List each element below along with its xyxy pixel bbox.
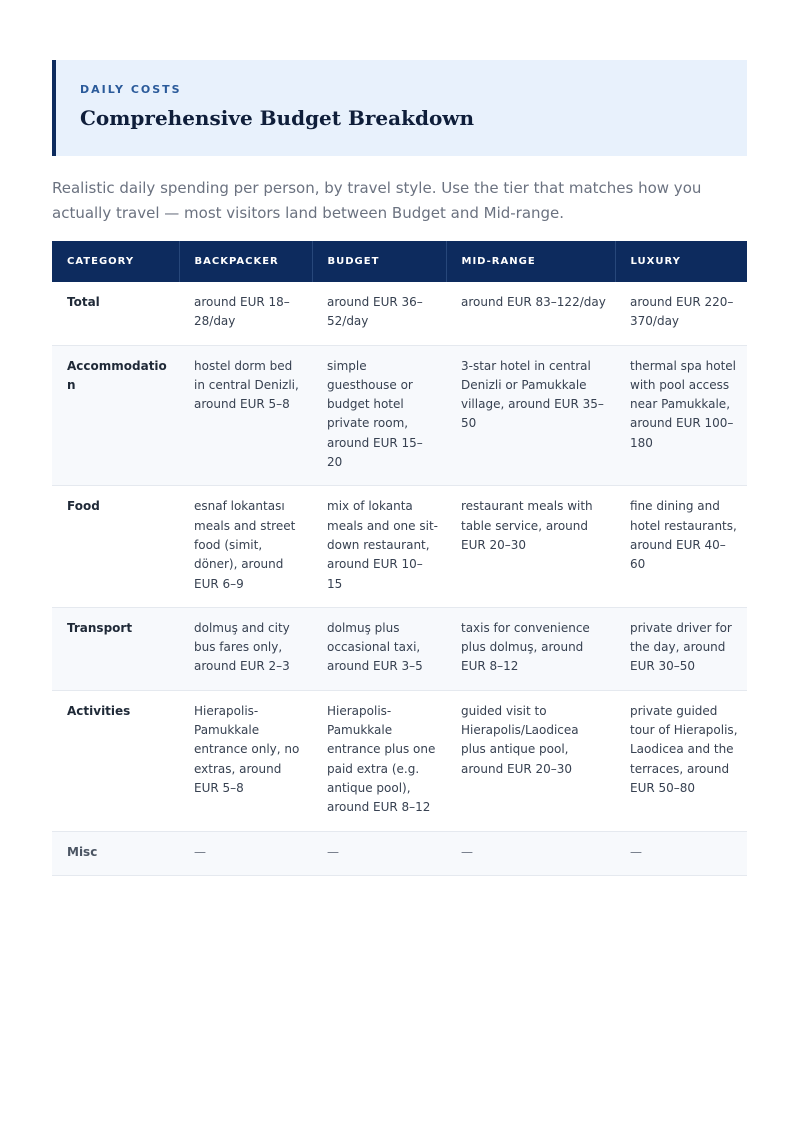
table-row-food [52,486,747,607]
category-cell: Food [52,486,179,607]
backpacker-cell: esnaf lokantası meals and street food (simit, döner), around EUR 6–9 [179,486,312,607]
midrange-cell: restaurant meals with table service, around EUR 20–30 [446,486,615,607]
column-header-midrange: MID-RANGE [446,241,615,282]
midrange-cell: around EUR 83–122/day [446,282,615,345]
table-row-transport [52,607,747,690]
column-header-budget: BUDGET [312,241,446,282]
backpacker-cell: dolmuş and city bus fares only, around EUR 2–3 [179,607,312,690]
category-cell: Total [52,282,179,345]
midrange-cell: 3-star hotel in central Denizli or Pamukkale village, around EUR 35–50 [446,345,615,486]
budget-cell: simple guesthouse or budget hotel private room, around EUR 15–20 [312,345,446,486]
category-cell: Transport [52,607,179,690]
category-cell: Accommodation [52,345,179,486]
table-row-total [52,282,747,345]
midrange-cell: taxis for convenience plus dolmuş, around EUR 8–12 [446,607,615,690]
budget-cell: — [312,831,446,875]
table-row-accommodation [52,345,747,486]
category-cell: Activities [52,690,179,831]
budget-table [52,241,747,876]
luxury-cell: fine dining and hotel restaurants, around EUR 40–60 [615,486,747,607]
budget-cell: Hierapolis-Pamukkale entrance plus one paid extra (e.g. antique pool), around EUR 8–12 [312,690,446,831]
luxury-cell: private guided tour of Hierapolis, Laodicea and the terraces, around EUR 50–80 [615,690,747,831]
section-eyebrow: DAILY COSTS [80,83,182,96]
column-header-backpacker: BACKPACKER [179,241,312,282]
backpacker-cell: hostel dorm bed in central Denizli, around EUR 5–8 [179,345,312,486]
budget-cell: dolmuş plus occasional taxi, around EUR 3–5 [312,607,446,690]
luxury-cell: around EUR 220–370/day [615,282,747,345]
intro-paragraph: Realistic daily spending per person, by travel style. Use the tier that matches how you actually travel — most visitors land between Budget and Mid-range. [52,179,702,222]
section-header [52,60,747,156]
luxury-cell: — [615,831,747,875]
category-cell: Misc [52,831,179,875]
backpacker-cell: Hierapolis-Pamukkale entrance only, no extras, around EUR 5–8 [179,690,312,831]
budget-cell: around EUR 36–52/day [312,282,446,345]
backpacker-cell: around EUR 18–28/day [179,282,312,345]
column-header-category: CATEGORY [52,241,179,282]
table-row-misc [52,831,747,875]
midrange-cell: guided visit to Hierapolis/Laodicea plus antique pool, around EUR 20–30 [446,690,615,831]
luxury-cell: private driver for the day, around EUR 30–50 [615,607,747,690]
backpacker-cell: — [179,831,312,875]
section-title: Comprehensive Budget Breakdown [80,106,475,130]
table-header-row [52,241,747,282]
midrange-cell: — [446,831,615,875]
luxury-cell: thermal spa hotel with pool access near Pamukkale, around EUR 100–180 [615,345,747,486]
budget-cell: mix of lokanta meals and one sit-down restaurant, around EUR 10–15 [312,486,446,607]
table-row-activities [52,690,747,831]
column-header-luxury: LUXURY [615,241,747,282]
